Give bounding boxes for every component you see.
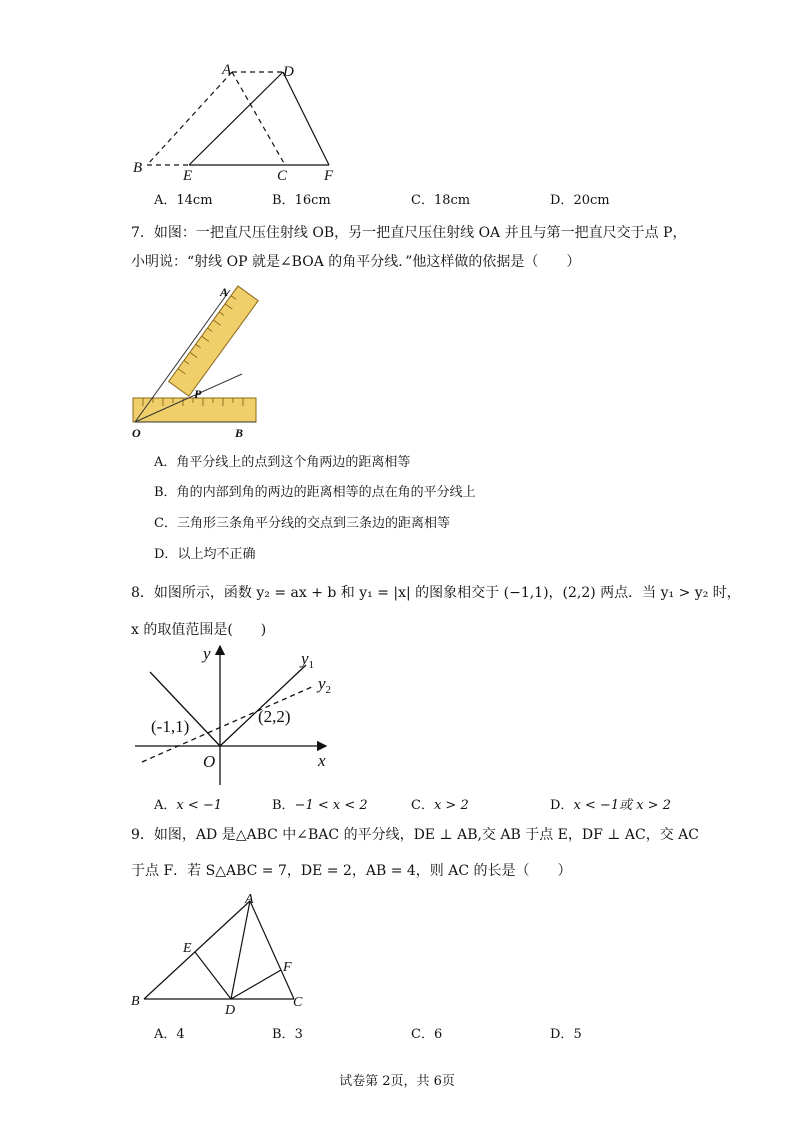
q6-seg-DF	[283, 72, 329, 165]
q7-label-o: O	[132, 426, 141, 440]
q8-point1-label: (-1,1)	[151, 717, 190, 736]
q9-label-a: A	[245, 893, 254, 907]
q6-figure	[125, 58, 345, 183]
q6-option-c: C．18cm	[411, 193, 471, 208]
q7-ruler-ob	[133, 398, 256, 422]
q9-seg-DF	[231, 970, 281, 999]
q7-label-a: A	[220, 285, 229, 299]
q7-label-b: B	[235, 426, 244, 440]
q9-seg-DE	[195, 952, 231, 999]
q8-x-axis-label: x	[318, 751, 326, 770]
q8-y-axis-label: y	[203, 644, 211, 663]
q8-y2-label: $y_2$	[318, 674, 332, 696]
q9-option-c: C．6	[411, 1027, 443, 1042]
q7-option-a: A．角平分线上的点到这个角两边的距离相等	[154, 455, 411, 470]
q6-label-D: D	[283, 64, 294, 80]
q7-option-b: B．角的内部到角的两边的距离相等的点在角的平分线上	[154, 485, 476, 500]
q6-label-C: C	[277, 168, 288, 183]
q7-question-line1: 7．如图：一把直尺压住射线 OB，另一把直尺压住射线 OA 并且与第一把直尺交于点 P，	[131, 225, 687, 241]
q6-label-E: E	[183, 168, 193, 183]
page-footer: 试卷第 2页，共 6页	[339, 1074, 455, 1089]
q7-question-line2: 小明说：“射线 OP 就是∠BOA 的角平分线．”他这样做的依据是（ ）	[131, 254, 581, 270]
q6-seg-AC	[232, 72, 285, 165]
q8-option-b: B．−1 < x < 2	[272, 798, 368, 813]
q9-label-c: C	[293, 995, 303, 1010]
q8-graph	[130, 640, 345, 785]
q9-question-line1: 9．如图，AD 是△ABC 中∠BAC 的平分线，DE ⊥ AB,交 AB 于点 E，DF ⊥ AC，交 AC	[131, 827, 699, 843]
q6-seg-DE	[189, 72, 283, 165]
q7-ruler-oa	[169, 286, 259, 396]
q7-label-p: P	[194, 387, 202, 401]
q9-question-line2: 于点 F．若 S△ABC = 7，DE = 2，AB = 4，则 AC 的长是（ ）	[131, 863, 572, 879]
q9-label-d: D	[225, 1003, 236, 1018]
q8-y1-right-branch	[220, 665, 306, 746]
q6-label-A: A	[222, 62, 232, 78]
q6-label-F: F	[324, 168, 334, 183]
q7-option-d: D．以上均不正确	[154, 547, 256, 562]
q9-label-b: B	[131, 994, 140, 1009]
q8-option-a: A．x < −1	[154, 798, 223, 813]
q8-question-line1: 8．如图所示，函数 y₂ = ax + b 和 y₁ = |x| 的图象相交于 (−1,1)，(2,2) 两点．当 y₁ > y₂ 时，	[131, 585, 741, 601]
q7-ruler-figure	[130, 280, 265, 445]
q8-option-d: D．x < −1或 x > 2	[550, 798, 671, 813]
q6-option-b: B．16cm	[272, 193, 331, 208]
q9-option-a: A．4	[154, 1027, 185, 1042]
q8-point2-label: (2,2)	[258, 707, 291, 726]
q8-option-c: C．x > 2	[411, 798, 469, 813]
q9-option-b: B．3	[272, 1027, 303, 1042]
q8-y1-label: $y_1$	[301, 649, 315, 671]
q9-label-f: F	[283, 960, 292, 975]
q6-option-a: A．14cm	[154, 193, 213, 208]
q6-label-B: B	[133, 160, 143, 176]
q8-question-line2: x 的取值范围是( )	[131, 622, 267, 638]
q9-option-d: D．5	[550, 1027, 582, 1042]
q7-option-c: C．三角形三条角平分线的交点到三条边的距离相等	[154, 516, 450, 531]
q8-origin-label: O	[203, 752, 216, 771]
q9-figure	[128, 893, 313, 1018]
q6-seg-AB	[147, 72, 232, 165]
q6-option-d: D．20cm	[550, 193, 610, 208]
q9-label-e: E	[183, 941, 192, 956]
